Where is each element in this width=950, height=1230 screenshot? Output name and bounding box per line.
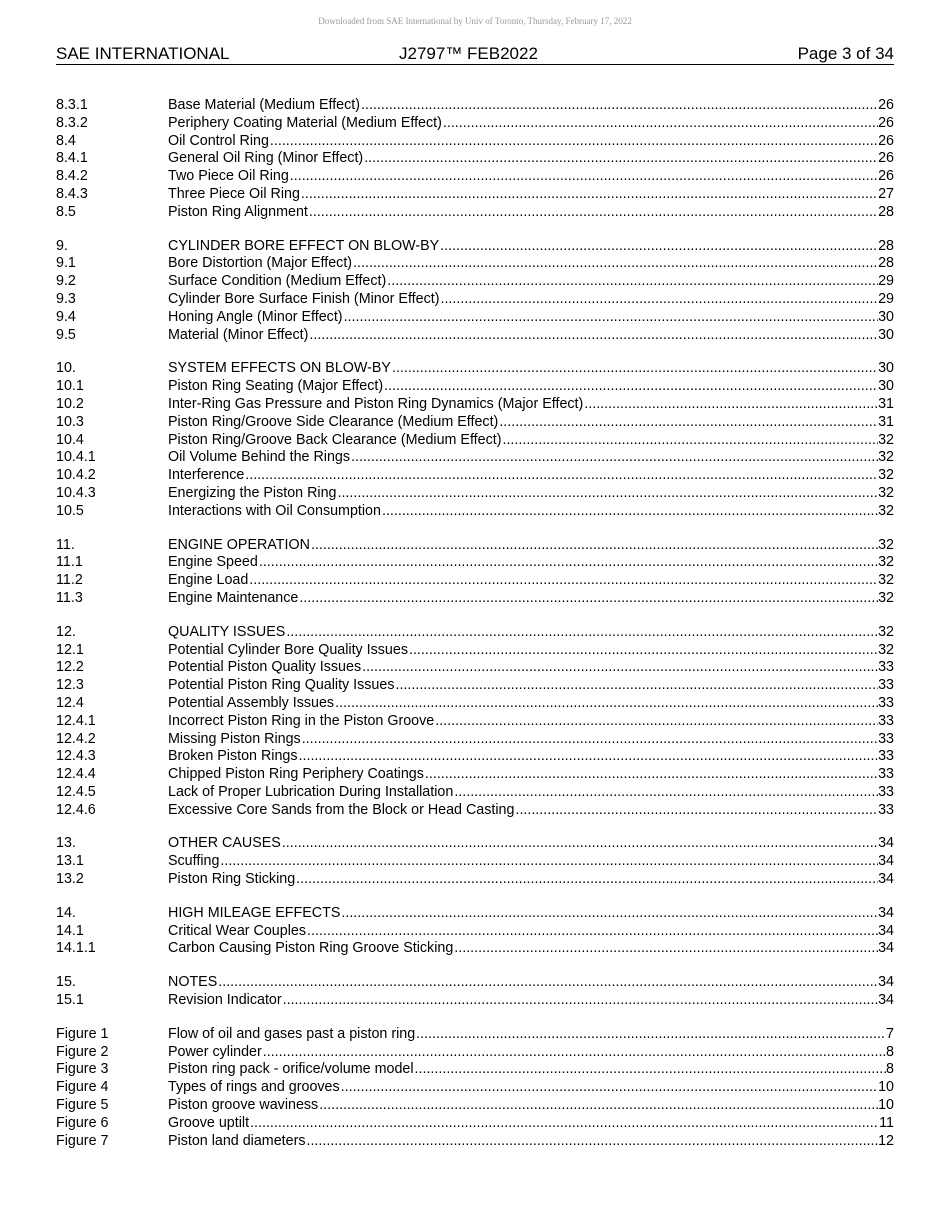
toc-dot-leader — [296, 871, 878, 889]
toc-entry — [56, 992, 894, 1010]
toc-entry-title: Interactions with Oil Consumption — [168, 502, 381, 519]
toc-entry-page: 10 — [878, 1079, 894, 1096]
toc-entry — [56, 731, 894, 749]
toc-entry-title: Material (Minor Effect) — [168, 326, 309, 343]
toc-entry-number: 12. — [56, 623, 76, 640]
toc-entry-page: 33 — [878, 801, 894, 818]
toc-entry-number: 8.4.1 — [56, 150, 88, 167]
toc-entry-number: Figure 7 — [56, 1132, 109, 1149]
toc-entry-number: 13.2 — [56, 871, 84, 888]
toc-entry-title: Broken Piston Rings — [168, 748, 298, 765]
toc-entry-number: 8.4.3 — [56, 185, 88, 202]
toc-entry-title: Piston Ring Seating (Major Effect) — [168, 378, 384, 395]
toc-entry-title: Revision Indicator — [168, 992, 282, 1009]
toc-entry-page: 32 — [878, 554, 894, 571]
toc-entry-page: 33 — [878, 712, 894, 729]
toc-entry-title: NOTES — [168, 974, 218, 991]
toc-entry-page: 26 — [878, 150, 894, 167]
toc-entry — [56, 97, 894, 115]
toc-entry-title: Piston Ring Alignment — [168, 203, 308, 220]
toc-entry-page: 34 — [878, 904, 894, 921]
toc-dot-leader — [502, 432, 878, 450]
toc-dot-leader — [384, 378, 878, 396]
toc-entry-page: 11 — [879, 1114, 894, 1131]
toc-entry — [56, 133, 894, 151]
toc-entry — [56, 449, 894, 467]
toc-entry-number: 13. — [56, 835, 76, 852]
toc-entry-title: Piston Ring/Groove Side Clearance (Medium Effect) — [168, 413, 499, 430]
toc-entry-title: Potential Assembly Issues — [168, 694, 335, 711]
toc-entry-page: 26 — [878, 114, 894, 131]
toc-entry-title: Groove uptilt — [168, 1114, 250, 1131]
toc-entry — [56, 659, 894, 677]
toc-dot-leader — [306, 1133, 878, 1151]
toc-entry-page: 34 — [878, 940, 894, 957]
toc-entry-page: 30 — [878, 308, 894, 325]
toc-entry — [56, 784, 894, 802]
toc-dot-leader — [515, 802, 878, 820]
toc-dot-leader — [584, 396, 878, 414]
toc-entry — [56, 360, 894, 378]
toc-entry-page: 29 — [878, 273, 894, 290]
toc-dot-leader — [319, 1097, 878, 1115]
toc-entry-number: 12.1 — [56, 641, 84, 658]
toc-entry-page: 32 — [878, 623, 894, 640]
toc-entry — [56, 642, 894, 660]
toc-entry-page: 26 — [878, 168, 894, 185]
toc-entry-page: 34 — [878, 974, 894, 991]
toc-entry-title: Piston groove waviness — [168, 1097, 319, 1114]
toc-entry-number: 9. — [56, 237, 68, 254]
toc-entry-number: 11.1 — [56, 554, 83, 571]
toc-entry-number: 12.4.5 — [56, 783, 96, 800]
toc-entry-number: 12.4.2 — [56, 730, 96, 747]
toc-dot-leader — [249, 572, 878, 590]
toc-dot-leader — [341, 1079, 878, 1097]
toc-dot-leader — [425, 766, 878, 784]
toc-entry — [56, 853, 894, 871]
toc-entry-page: 28 — [878, 203, 894, 220]
toc-entry-title: Power cylinder — [168, 1043, 262, 1060]
toc-section-group — [56, 238, 894, 345]
toc-dot-leader — [362, 659, 878, 677]
toc-entry — [56, 766, 894, 784]
toc-entry-page: 33 — [878, 730, 894, 747]
toc-entry-number: 10.1 — [56, 378, 84, 395]
toc-entry — [56, 572, 894, 590]
toc-entry-page: 26 — [878, 97, 894, 113]
toc-entry-title: Excessive Core Sands from the Block or Head Casting — [168, 801, 515, 818]
toc-entry-title: General Oil Ring (Minor Effect) — [168, 150, 364, 167]
toc-entry-page: 32 — [878, 431, 894, 448]
toc-dot-leader — [299, 748, 879, 766]
toc-dot-leader — [443, 115, 878, 133]
toc-dot-leader — [290, 168, 878, 186]
toc-entry — [56, 255, 894, 273]
toc-dot-leader — [454, 784, 878, 802]
toc-entry-number: 10.4.3 — [56, 484, 96, 501]
toc-entry-number: 9.2 — [56, 273, 76, 290]
toc-entry — [56, 204, 894, 222]
toc-entry — [56, 378, 894, 396]
toc-dot-leader — [245, 467, 878, 485]
toc-entry — [56, 554, 894, 572]
toc-entry — [56, 414, 894, 432]
toc-entry-number: Figure 5 — [56, 1097, 109, 1114]
toc-entry-page: 33 — [878, 766, 894, 783]
toc-entry-title: OTHER CAUSES — [168, 835, 281, 852]
toc-entry-title: Three Piece Oil Ring — [168, 185, 300, 202]
toc-entry-number: Figure 4 — [56, 1079, 109, 1096]
toc-entry-title: Flow of oil and gases past a piston ring — [168, 1025, 416, 1042]
toc-entry-page: 28 — [878, 237, 894, 254]
toc-entry-title: Carbon Causing Piston Ring Groove Sticking — [168, 940, 454, 957]
toc-entry-page: 32 — [878, 589, 894, 606]
toc-entry — [56, 905, 894, 923]
toc-entry-title: Types of rings and grooves — [168, 1079, 340, 1096]
toc-entry-number: 11.2 — [56, 572, 83, 589]
toc-dot-leader — [454, 940, 878, 958]
toc-entry-page: 28 — [878, 255, 894, 272]
toc-entry-page: 31 — [878, 413, 894, 430]
toc-entry-number: 9.5 — [56, 326, 76, 343]
toc-section-group — [56, 905, 894, 958]
toc-dot-leader — [299, 590, 878, 608]
toc-entry-page: 34 — [878, 871, 894, 888]
toc-entry — [56, 802, 894, 820]
header-organization: SAE INTERNATIONAL — [56, 44, 230, 63]
toc-entry — [56, 396, 894, 414]
toc-dot-leader — [218, 974, 878, 992]
toc-dot-leader — [302, 731, 878, 749]
toc-entry-page: 32 — [878, 449, 894, 466]
toc-entry-title: SYSTEM EFFECTS ON BLOW-BY — [168, 360, 391, 377]
toc-entry-title: Critical Wear Couples — [168, 922, 306, 939]
toc-dot-leader — [435, 713, 878, 731]
toc-entry-title: Bore Distortion (Major Effect) — [168, 255, 353, 272]
toc-entry — [56, 327, 894, 345]
toc-dot-leader — [409, 642, 878, 660]
toc-dot-leader — [309, 204, 878, 222]
toc-entry-page: 33 — [878, 783, 894, 800]
toc-dot-leader — [337, 485, 878, 503]
toc-entry — [56, 1115, 894, 1133]
toc-entry-title: Potential Piston Ring Quality Issues — [168, 677, 395, 694]
toc-entry — [56, 923, 894, 941]
toc-dot-leader — [387, 273, 878, 291]
toc-entry — [56, 1133, 894, 1151]
toc-entry-page: 8 — [886, 1043, 894, 1060]
toc-entry — [56, 624, 894, 642]
toc-entry-page: 32 — [878, 572, 894, 589]
toc-entry — [56, 677, 894, 695]
toc-entry-page: 33 — [878, 748, 894, 765]
toc-entry — [56, 467, 894, 485]
toc-entry — [56, 974, 894, 992]
toc-entry-number: 12.4.3 — [56, 748, 96, 765]
toc-entry — [56, 695, 894, 713]
toc-entry-page: 34 — [878, 853, 894, 870]
toc-dot-leader — [395, 677, 878, 695]
header-document-id: J2797™ FEB2022 — [399, 44, 538, 63]
toc-entry-number: 12.4 — [56, 694, 84, 711]
toc-entry-number: 12.4.1 — [56, 712, 96, 729]
toc-entry-number: 8.5 — [56, 203, 76, 220]
toc-entry-page: 30 — [878, 326, 894, 343]
toc-entry-title: Honing Angle (Minor Effect) — [168, 308, 343, 325]
toc-entry-number: 14.1 — [56, 922, 84, 939]
toc-entry-number: Figure 1 — [56, 1025, 109, 1042]
toc-entry-number: 12.4.4 — [56, 766, 96, 783]
header-page-number: Page 3 of 34 — [797, 44, 894, 63]
toc-entry — [56, 1097, 894, 1115]
toc-dot-leader — [382, 503, 878, 521]
toc-dot-leader — [353, 255, 878, 273]
toc-entry — [56, 485, 894, 503]
toc-entry-title: Lack of Proper Lubrication During Installation — [168, 783, 454, 800]
toc-entry-title: HIGH MILEAGE EFFECTS — [168, 904, 341, 921]
download-watermark: Downloaded from SAE International by Univ of Toronto, Thursday, February 17, 2022 — [318, 16, 632, 26]
toc-entry-page: 26 — [878, 132, 894, 149]
toc-entry-number: Figure 6 — [56, 1114, 109, 1131]
toc-entry-page: 32 — [878, 641, 894, 658]
toc-entry-page: 32 — [878, 467, 894, 484]
toc-entry-number: 10.3 — [56, 413, 84, 430]
toc-dot-leader — [311, 537, 878, 555]
toc-entry-title: Potential Cylinder Bore Quality Issues — [168, 641, 408, 658]
toc-entry-title: Chipped Piston Ring Periphery Coatings — [168, 766, 424, 783]
toc-entry-number: 10.4.2 — [56, 467, 96, 484]
toc-entry-page: 32 — [878, 536, 894, 553]
toc-entry-number: 8.4.2 — [56, 168, 88, 185]
toc-dot-leader — [361, 97, 878, 115]
toc-entry-number: 9.4 — [56, 308, 76, 325]
toc-entry-page: 29 — [878, 290, 894, 307]
toc-entry-number: 14.1.1 — [56, 940, 96, 957]
toc-entry — [56, 115, 894, 133]
toc-dot-leader — [250, 1115, 879, 1133]
toc-dot-leader — [282, 835, 878, 853]
toc-dot-leader — [259, 554, 878, 572]
toc-entry — [56, 940, 894, 958]
toc-entry-number: 11.3 — [56, 589, 83, 606]
toc-entry — [56, 1026, 894, 1044]
toc-entry-title: Periphery Coating Material (Medium Effect) — [168, 114, 442, 131]
toc-entry-page: 8 — [886, 1061, 894, 1078]
toc-entry-number: 12.2 — [56, 659, 84, 676]
toc-entry-title: Potential Piston Quality Issues — [168, 659, 362, 676]
toc-entry-number: 15. — [56, 974, 76, 991]
toc-entry-title: Engine Maintenance — [168, 589, 299, 606]
toc-section-group — [56, 1026, 894, 1151]
toc-entry-number: Figure 3 — [56, 1061, 109, 1078]
toc-entry-page: 30 — [878, 360, 894, 377]
toc-entry-page: 27 — [878, 185, 894, 202]
toc-entry — [56, 537, 894, 555]
toc-entry — [56, 150, 894, 168]
toc-dot-leader — [364, 150, 878, 168]
page-header — [56, 44, 894, 65]
toc-entry-number: 15.1 — [56, 992, 84, 1009]
toc-dot-leader — [440, 291, 878, 309]
toc-section-group — [56, 360, 894, 520]
toc-entry-page: 32 — [878, 484, 894, 501]
toc-entry — [56, 1079, 894, 1097]
toc-dot-leader — [499, 414, 878, 432]
toc-entry — [56, 871, 894, 889]
toc-entry-number: 10.4.1 — [56, 449, 96, 466]
toc-entry-page: 34 — [878, 835, 894, 852]
toc-entry-title: Surface Condition (Medium Effect) — [168, 273, 387, 290]
toc-dot-leader — [415, 1061, 887, 1079]
toc-dot-leader — [270, 133, 878, 151]
toc-entry-title: Missing Piston Rings — [168, 730, 301, 747]
toc-section-group — [56, 537, 894, 608]
toc-dot-leader — [344, 309, 879, 327]
toc-entry-number: 8.3.1 — [56, 97, 88, 113]
toc-dot-leader — [283, 992, 878, 1010]
toc-entry-title: Oil Volume Behind the Rings — [168, 449, 350, 466]
toc-dot-leader — [416, 1026, 886, 1044]
toc-entry — [56, 590, 894, 608]
toc-dot-leader — [335, 695, 878, 713]
toc-entry-number: 12.4.6 — [56, 801, 96, 818]
toc-entry-title: Base Material (Medium Effect) — [168, 97, 361, 113]
toc-entry-page: 32 — [878, 502, 894, 519]
toc-entry-title: Two Piece Oil Ring — [168, 168, 289, 185]
toc-section-group — [56, 835, 894, 888]
toc-entry-title: Energizing the Piston Ring — [168, 484, 337, 501]
toc-dot-leader — [220, 853, 878, 871]
toc-entry-page: 33 — [878, 677, 894, 694]
toc-entry — [56, 835, 894, 853]
table-of-contents — [56, 97, 894, 1166]
toc-entry-title: QUALITY ISSUES — [168, 623, 286, 640]
toc-entry-page: 34 — [878, 922, 894, 939]
toc-dot-leader — [309, 327, 878, 345]
toc-entry-page: 31 — [878, 395, 894, 412]
toc-section-group — [56, 97, 894, 222]
toc-entry-number: 10. — [56, 360, 76, 377]
toc-entry-title: Piston ring pack - orifice/volume model — [168, 1061, 414, 1078]
toc-entry-number: 13.1 — [56, 853, 84, 870]
toc-dot-leader — [392, 360, 878, 378]
toc-entry-number: 12.3 — [56, 677, 84, 694]
toc-dot-leader — [286, 624, 878, 642]
toc-entry — [56, 1044, 894, 1062]
toc-entry-number: Figure 2 — [56, 1043, 109, 1060]
toc-dot-leader — [440, 238, 878, 256]
toc-entry-number: 9.1 — [56, 255, 76, 272]
toc-entry-title: Scuffing — [168, 853, 220, 870]
toc-entry-title: Piston Ring/Groove Back Clearance (Medium Effect) — [168, 431, 502, 448]
toc-entry-title: Cylinder Bore Surface Finish (Minor Effect) — [168, 290, 440, 307]
toc-entry — [56, 748, 894, 766]
toc-entry-page: 7 — [886, 1025, 894, 1042]
toc-entry — [56, 309, 894, 327]
toc-entry-number: 14. — [56, 904, 76, 921]
toc-entry-page: 12 — [878, 1132, 894, 1149]
toc-entry-number: 8.3.2 — [56, 114, 88, 131]
toc-entry-title: Piston land diameters — [168, 1132, 306, 1149]
toc-entry — [56, 432, 894, 450]
toc-dot-leader — [301, 186, 878, 204]
toc-entry-title: Interference — [168, 467, 245, 484]
toc-entry-title: CYLINDER BORE EFFECT ON BLOW-BY — [168, 237, 440, 254]
toc-entry-title: Engine Load — [168, 572, 249, 589]
toc-entry-number: 10.2 — [56, 395, 84, 412]
toc-entry-title: Piston Ring Sticking — [168, 871, 296, 888]
toc-dot-leader — [307, 923, 878, 941]
toc-entry — [56, 1061, 894, 1079]
toc-entry-number: 10.4 — [56, 431, 84, 448]
toc-dot-leader — [263, 1044, 886, 1062]
toc-entry — [56, 238, 894, 256]
toc-entry — [56, 186, 894, 204]
toc-entry-title: Oil Control Ring — [168, 132, 269, 149]
toc-entry-page: 33 — [878, 659, 894, 676]
toc-entry — [56, 273, 894, 291]
toc-entry — [56, 713, 894, 731]
toc-entry-title: ENGINE OPERATION — [168, 536, 310, 553]
toc-entry — [56, 168, 894, 186]
toc-entry-number: 10.5 — [56, 502, 84, 519]
toc-entry-number: 9.3 — [56, 290, 76, 307]
toc-entry-number: 11. — [56, 536, 75, 553]
toc-entry-title: Inter-Ring Gas Pressure and Piston Ring Dynamics (Major Effect) — [168, 395, 584, 412]
toc-section-group — [56, 974, 894, 1010]
toc-entry-title: Engine Speed — [168, 554, 258, 571]
toc-entry-number: 8.4 — [56, 132, 76, 149]
toc-entry-title: Incorrect Piston Ring in the Piston Groove — [168, 712, 435, 729]
toc-dot-leader — [351, 449, 878, 467]
toc-entry-page: 33 — [878, 694, 894, 711]
toc-entry — [56, 503, 894, 521]
toc-entry — [56, 291, 894, 309]
toc-entry-page: 34 — [878, 992, 894, 1009]
toc-dot-leader — [341, 905, 878, 923]
toc-section-group — [56, 624, 894, 820]
toc-entry-page: 30 — [878, 378, 894, 395]
toc-entry-page: 10 — [878, 1097, 894, 1114]
